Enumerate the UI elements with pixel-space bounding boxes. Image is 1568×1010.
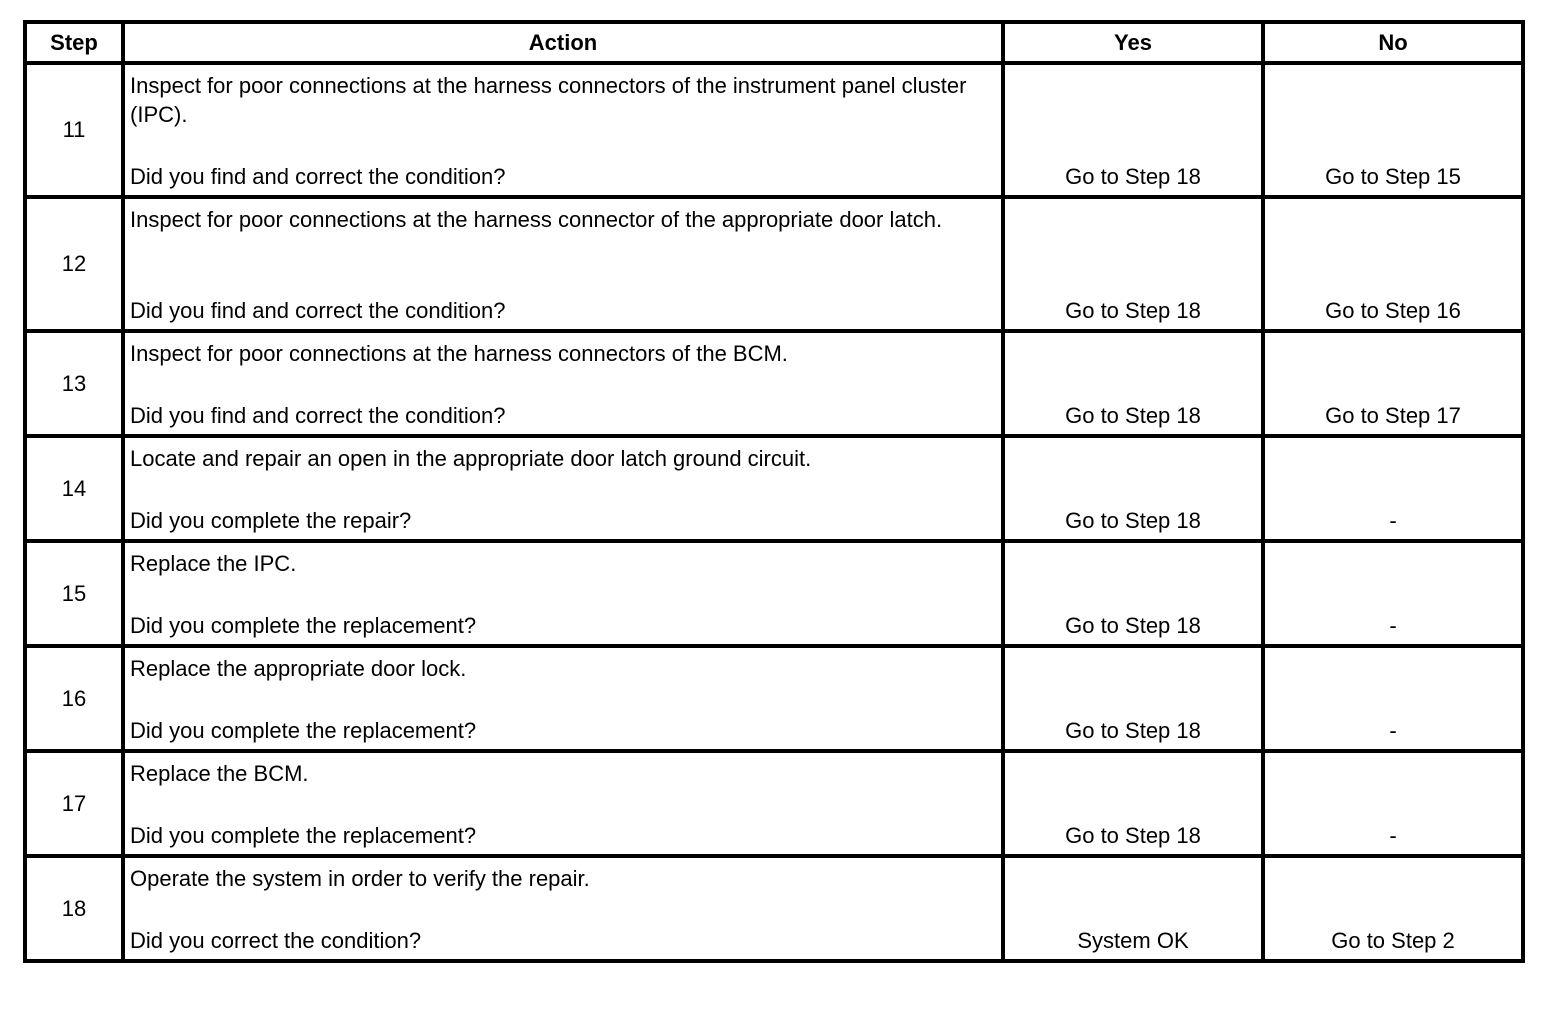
action-question: Did you find and correct the condition? xyxy=(130,164,506,189)
header-row xyxy=(25,22,1523,63)
table-row xyxy=(25,541,1523,646)
action-content xyxy=(125,65,1001,195)
action-instruction: Inspect for poor connections at the harness connectors of the BCM. xyxy=(130,341,788,366)
action-question: Did you correct the condition? xyxy=(130,928,422,953)
header-no: No xyxy=(1263,22,1523,63)
no-cell xyxy=(1263,541,1523,646)
no-cell xyxy=(1263,751,1523,856)
action-content xyxy=(125,753,1001,854)
no-result: Go to Step 16 xyxy=(1325,298,1461,323)
yes-result: Go to Step 18 xyxy=(1065,718,1201,743)
no-cell xyxy=(1263,197,1523,331)
action-instruction: Inspect for poor connections at the harness connector of the appropriate door latch. xyxy=(130,207,943,232)
yes-cell xyxy=(1003,63,1263,197)
no-result: - xyxy=(1389,718,1397,743)
table-row xyxy=(25,751,1523,856)
step-number: 13 xyxy=(25,331,123,436)
header-yes: Yes xyxy=(1003,22,1263,63)
step-number: 15 xyxy=(25,541,123,646)
action-instruction: Replace the appropriate door lock. xyxy=(130,656,467,681)
action-cell xyxy=(123,63,1003,197)
action-question: Did you complete the replacement? xyxy=(130,718,477,743)
no-result: - xyxy=(1389,508,1397,533)
table-row xyxy=(25,331,1523,436)
action-instruction: Operate the system in order to verify the repair. xyxy=(130,866,590,891)
yes-result: Go to Step 18 xyxy=(1065,403,1201,428)
action-cell xyxy=(123,856,1003,961)
table-row xyxy=(25,436,1523,541)
no-result: - xyxy=(1389,613,1397,638)
yes-result: Go to Step 18 xyxy=(1065,823,1201,848)
no-cell xyxy=(1263,436,1523,541)
action-question: Did you find and correct the condition? xyxy=(130,298,506,323)
action-cell xyxy=(123,646,1003,751)
no-result: Go to Step 17 xyxy=(1325,403,1461,428)
action-question: Did you complete the replacement? xyxy=(130,823,477,848)
table-row xyxy=(25,646,1523,751)
action-question: Did you complete the replacement? xyxy=(130,613,477,638)
step-number: 18 xyxy=(25,856,123,961)
yes-result: System OK xyxy=(1077,928,1189,953)
yes-cell xyxy=(1003,541,1263,646)
yes-result: Go to Step 18 xyxy=(1065,508,1201,533)
action-content xyxy=(125,199,1001,329)
no-result: Go to Step 15 xyxy=(1325,164,1461,189)
action-content xyxy=(125,543,1001,644)
action-cell xyxy=(123,197,1003,331)
yes-cell xyxy=(1003,436,1263,541)
step-number: 12 xyxy=(25,197,123,331)
action-question: Did you find and correct the condition? xyxy=(130,403,506,428)
action-content xyxy=(125,858,1001,959)
action-question: Did you complete the repair? xyxy=(130,508,412,533)
yes-result: Go to Step 18 xyxy=(1065,298,1201,323)
diagnostic-table xyxy=(23,20,1525,963)
action-content xyxy=(125,333,1001,434)
no-cell xyxy=(1263,331,1523,436)
step-number: 17 xyxy=(25,751,123,856)
no-cell xyxy=(1263,63,1523,197)
action-cell xyxy=(123,541,1003,646)
yes-cell xyxy=(1003,751,1263,856)
action-content xyxy=(125,438,1001,539)
no-result: - xyxy=(1389,823,1397,848)
action-instruction: Inspect for poor connections at the harness connectors of the instrument panel cluster (IPC). xyxy=(130,73,967,127)
yes-cell xyxy=(1003,856,1263,961)
yes-result: Go to Step 18 xyxy=(1065,164,1201,189)
action-instruction: Replace the BCM. xyxy=(130,761,309,786)
action-cell xyxy=(123,751,1003,856)
action-instruction: Replace the IPC. xyxy=(130,551,297,576)
table-body xyxy=(25,63,1523,961)
step-number: 16 xyxy=(25,646,123,751)
no-cell xyxy=(1263,646,1523,751)
yes-cell xyxy=(1003,197,1263,331)
action-cell xyxy=(123,331,1003,436)
no-cell xyxy=(1263,856,1523,961)
step-number: 11 xyxy=(25,63,123,197)
step-number: 14 xyxy=(25,436,123,541)
table-row xyxy=(25,197,1523,331)
header-step: Step xyxy=(25,22,123,63)
header-action: Action xyxy=(123,22,1003,63)
yes-cell xyxy=(1003,646,1263,751)
no-result: Go to Step 2 xyxy=(1331,928,1455,953)
action-instruction: Locate and repair an open in the appropriate door latch ground circuit. xyxy=(130,446,812,471)
table-row xyxy=(25,856,1523,961)
yes-cell xyxy=(1003,331,1263,436)
yes-result: Go to Step 18 xyxy=(1065,613,1201,638)
action-cell xyxy=(123,436,1003,541)
action-content xyxy=(125,648,1001,749)
table-row xyxy=(25,63,1523,197)
